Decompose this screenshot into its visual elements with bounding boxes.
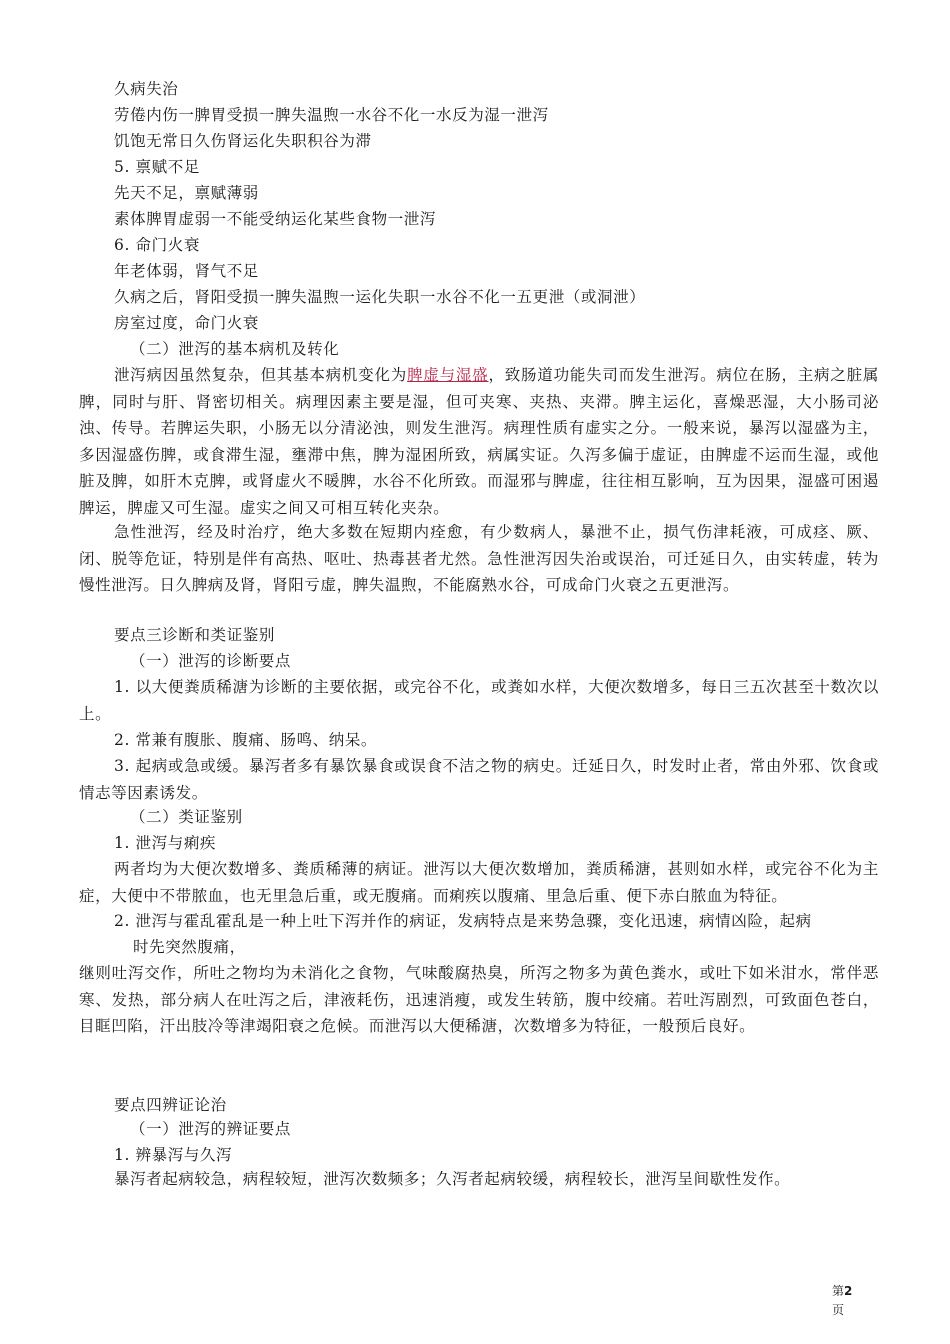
list-heading: 5. 禀赋不足	[114, 158, 200, 176]
text-line: 久病之后，肾阳受损一脾失温煦一运化失职一水谷不化一五更泄（或洞泄）	[114, 288, 646, 306]
diagnosis-item: 3. 起病或急或缓。暴泻者多有暴饮暴食或误食不洁之物的病史。迁延日久，时发时止者，常由外邪、饮食或情志等因素诱发。	[79, 757, 879, 802]
paragraph-dysentery: 两者均为大便次数增多、粪质稀薄的病证。泄泻以大便次数增加，粪质稀溏，甚则如水样，或完谷不化为主症，大便中不带脓血，也无里急后重，或无腹痛。而痢疾以腹痛、里急后重、便下赤白脓血为特征。	[79, 860, 879, 905]
section-heading: （一）泄泻的辨证要点	[130, 1120, 292, 1138]
page-number-suffix: 页	[832, 1303, 845, 1317]
paragraph-transformation: 急性泄泻，经及时治疗，绝大多数在短期内痊愈，有少数病人，暴泄不止，损气伤津耗液，可成痉、厥、闭、脱等危证，特别是伴有高热、呕吐、热毒甚者尤然。急性泄泻因失治或误治，可迁延日久，由实转虚，转为慢性泄泻。日久脾病及肾，肾阳亏虚，脾失温煦，不能腐熟水谷，可成命门火衰之五更泄泻。	[79, 523, 879, 594]
list-heading: 1. 辨暴泻与久泻	[114, 1146, 233, 1164]
text-line: 素体脾胃虚弱一不能受纳运化某些食物一泄泻	[114, 210, 437, 228]
text-line: 房室过度，命门火衰	[114, 314, 259, 332]
key-point-heading: 要点四辨证论治	[114, 1096, 227, 1114]
list-heading: 6. 命门火衰	[114, 236, 200, 254]
section-heading: （二）泄泻的基本病机及转化	[130, 340, 340, 358]
paragraph-cholera: 继则吐泻交作，所吐之物均为未消化之食物，气味酸腐热臭，所泻之物多为黄色粪水，或吐下如米泔水，常伴恶寒、发热，部分病人在吐泻之后，津液耗伤，迅速消瘦，或发生转筋，腹中绞痛。若吐泻剧烈，可致面色苍白，目眶凹陷，汗出肢冷等津竭阳衰之危候。而泄泻以大便稀溏，次数增多为特征，一般预后良好。	[79, 964, 879, 1035]
text-line: 年老体弱，肾气不足	[114, 262, 259, 280]
text-line: 2. 泄泻与霍乱霍乱是一种上吐下泻并作的病证，发病特点是来势急骤，变化迅速，病情凶险，起病	[114, 912, 812, 930]
text-line: 饥饱无常日久伤肾运化失职积谷为滞	[114, 132, 372, 150]
page-number: 第2	[832, 1284, 853, 1298]
highlight-link[interactable]: 脾虚与湿盛	[407, 366, 489, 384]
text-line: 时先突然腹痛，	[133, 938, 246, 956]
text-line: 暴泻者起病较急，病程较短，泄泻次数频多；久泻者起病较缓，病程较长，泄泻呈间歇性发作。	[114, 1170, 791, 1188]
text-line: 久病失治	[114, 80, 179, 98]
key-point-heading: 要点三诊断和类证鉴别	[114, 626, 276, 644]
text-line: 劳倦内伤一脾胃受损一脾失温煦一水谷不化一水反为湿一泄泻	[114, 106, 549, 124]
section-heading: （一）泄泻的诊断要点	[130, 652, 292, 670]
text-line: 先天不足，禀赋薄弱	[114, 184, 259, 202]
paragraph-pathogenesis: 泄泻病因虽然复杂，但其基本病机变化为脾虚与湿盛，致肠道功能失司而发生泄泻。病位在肠，主病之脏属脾，同时与肝、肾密切相关。病理因素主要是湿，但可夹寒、夹热、夹滞。脾主运化，喜燥恶湿，大小肠司泌浊、传导。若脾运失职，小肠无以分清泌浊，则发生泄泻。病理性质有虚实之分。一般来说，暴泻以湿盛为主，多因湿盛伤脾，或食滞生湿，壅滞中焦，脾为湿困所致，病属实证。久泻多偏于虚证，由脾虚不运而生湿，或他脏及脾，如肝木克脾，或肾虚火不暖脾，水谷不化所致。而湿邪与脾虚，往往相互影响，互为因果，湿盛可困遏脾运，脾虚又可生湿。虚实之间又可相互转化夹杂。	[79, 366, 879, 517]
list-heading: 1. 泄泻与痢疾	[114, 834, 217, 852]
section-heading: （二）类证鉴别	[130, 808, 243, 826]
diagnosis-item: 1. 以大便粪质稀溏为诊断的主要依据，或完谷不化，或粪如水样，大便次数增多，每日三五次甚至十数次以上。	[79, 678, 879, 723]
diagnosis-item: 2. 常兼有腹胀、腹痛、肠鸣、纳呆。	[114, 731, 378, 749]
